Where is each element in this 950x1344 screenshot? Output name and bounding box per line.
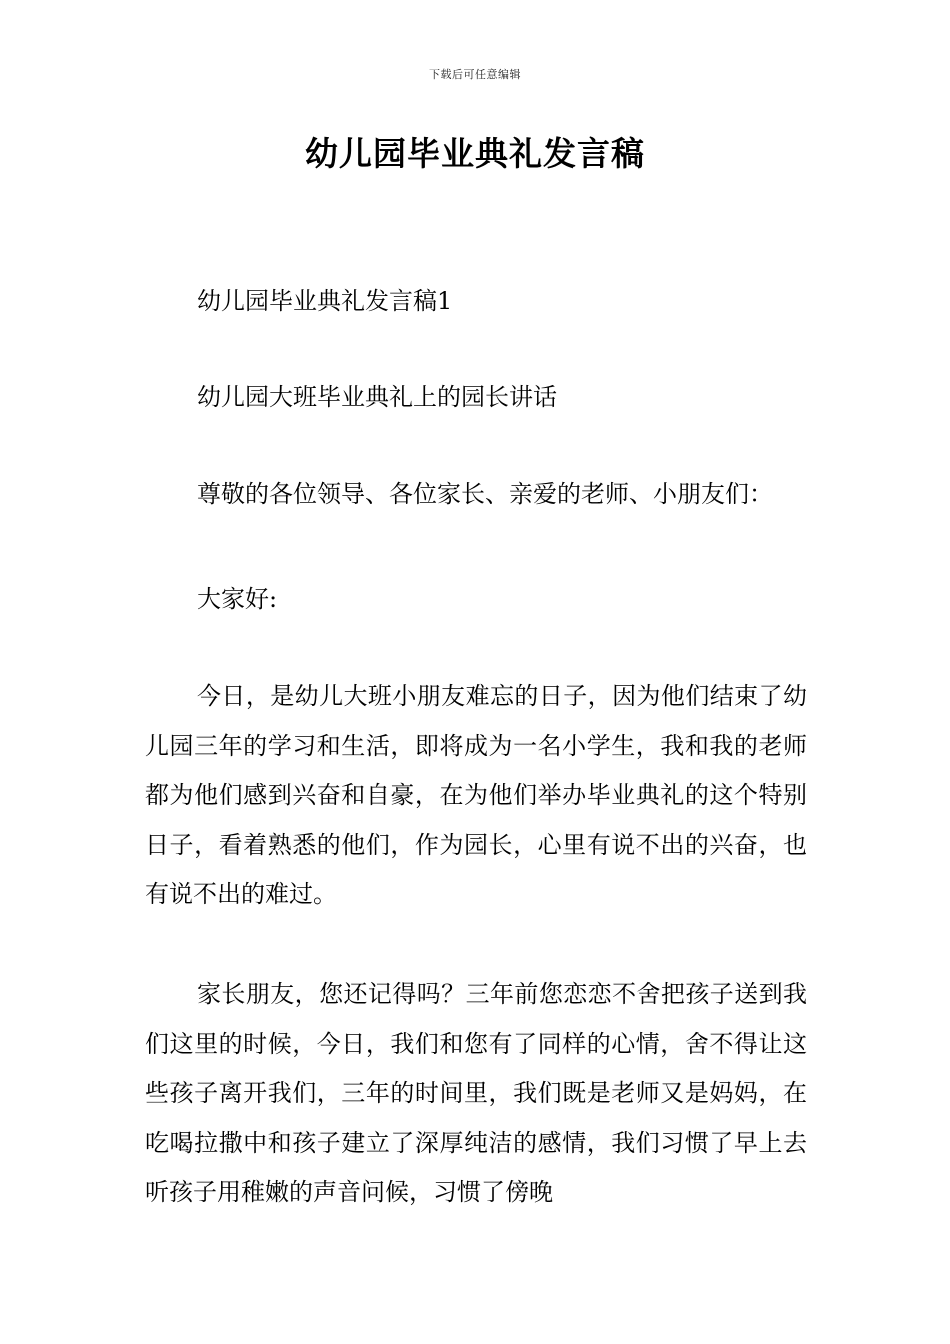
document-title: 幼儿园毕业典礼发言稿: [305, 134, 645, 173]
body-paragraph: 家长朋友，您还记得吗？三年前您恋恋不舍把孩子送到我们这里的时候，今日，我们和您有了同样的心情，舍不得让这些孩子离开我们，三年的时间里，我们既是老师又是妈妈，在吃喝拉撒中和孩子建立了深厚纯洁的感情，我们习惯了早上去听孩子用稚嫩的声音问候，习惯了傍晚: [145, 980, 807, 1206]
section-heading: 幼儿园毕业典礼发言稿1: [197, 287, 453, 315]
greeting: 大家好:: [197, 585, 278, 613]
body-paragraph: 今日，是幼儿大班小朋友难忘的日子，因为他们结束了幼儿园三年的学习和生活，即将成为一名小学生，我和我的老师都为他们感到兴奋和自豪，在为他们举办毕业典礼的这个特别日子，看着熟悉的他们，作为园长，心里有说不出的兴奋，也有说不出的难过。: [145, 682, 807, 908]
header-note: 下载后可任意编辑: [429, 68, 521, 81]
speech-subtitle: 幼儿园大班毕业典礼上的园长讲话: [197, 383, 557, 411]
salutation: 尊敬的各位领导、各位家长、亲爱的老师、小朋友们：: [197, 480, 773, 508]
